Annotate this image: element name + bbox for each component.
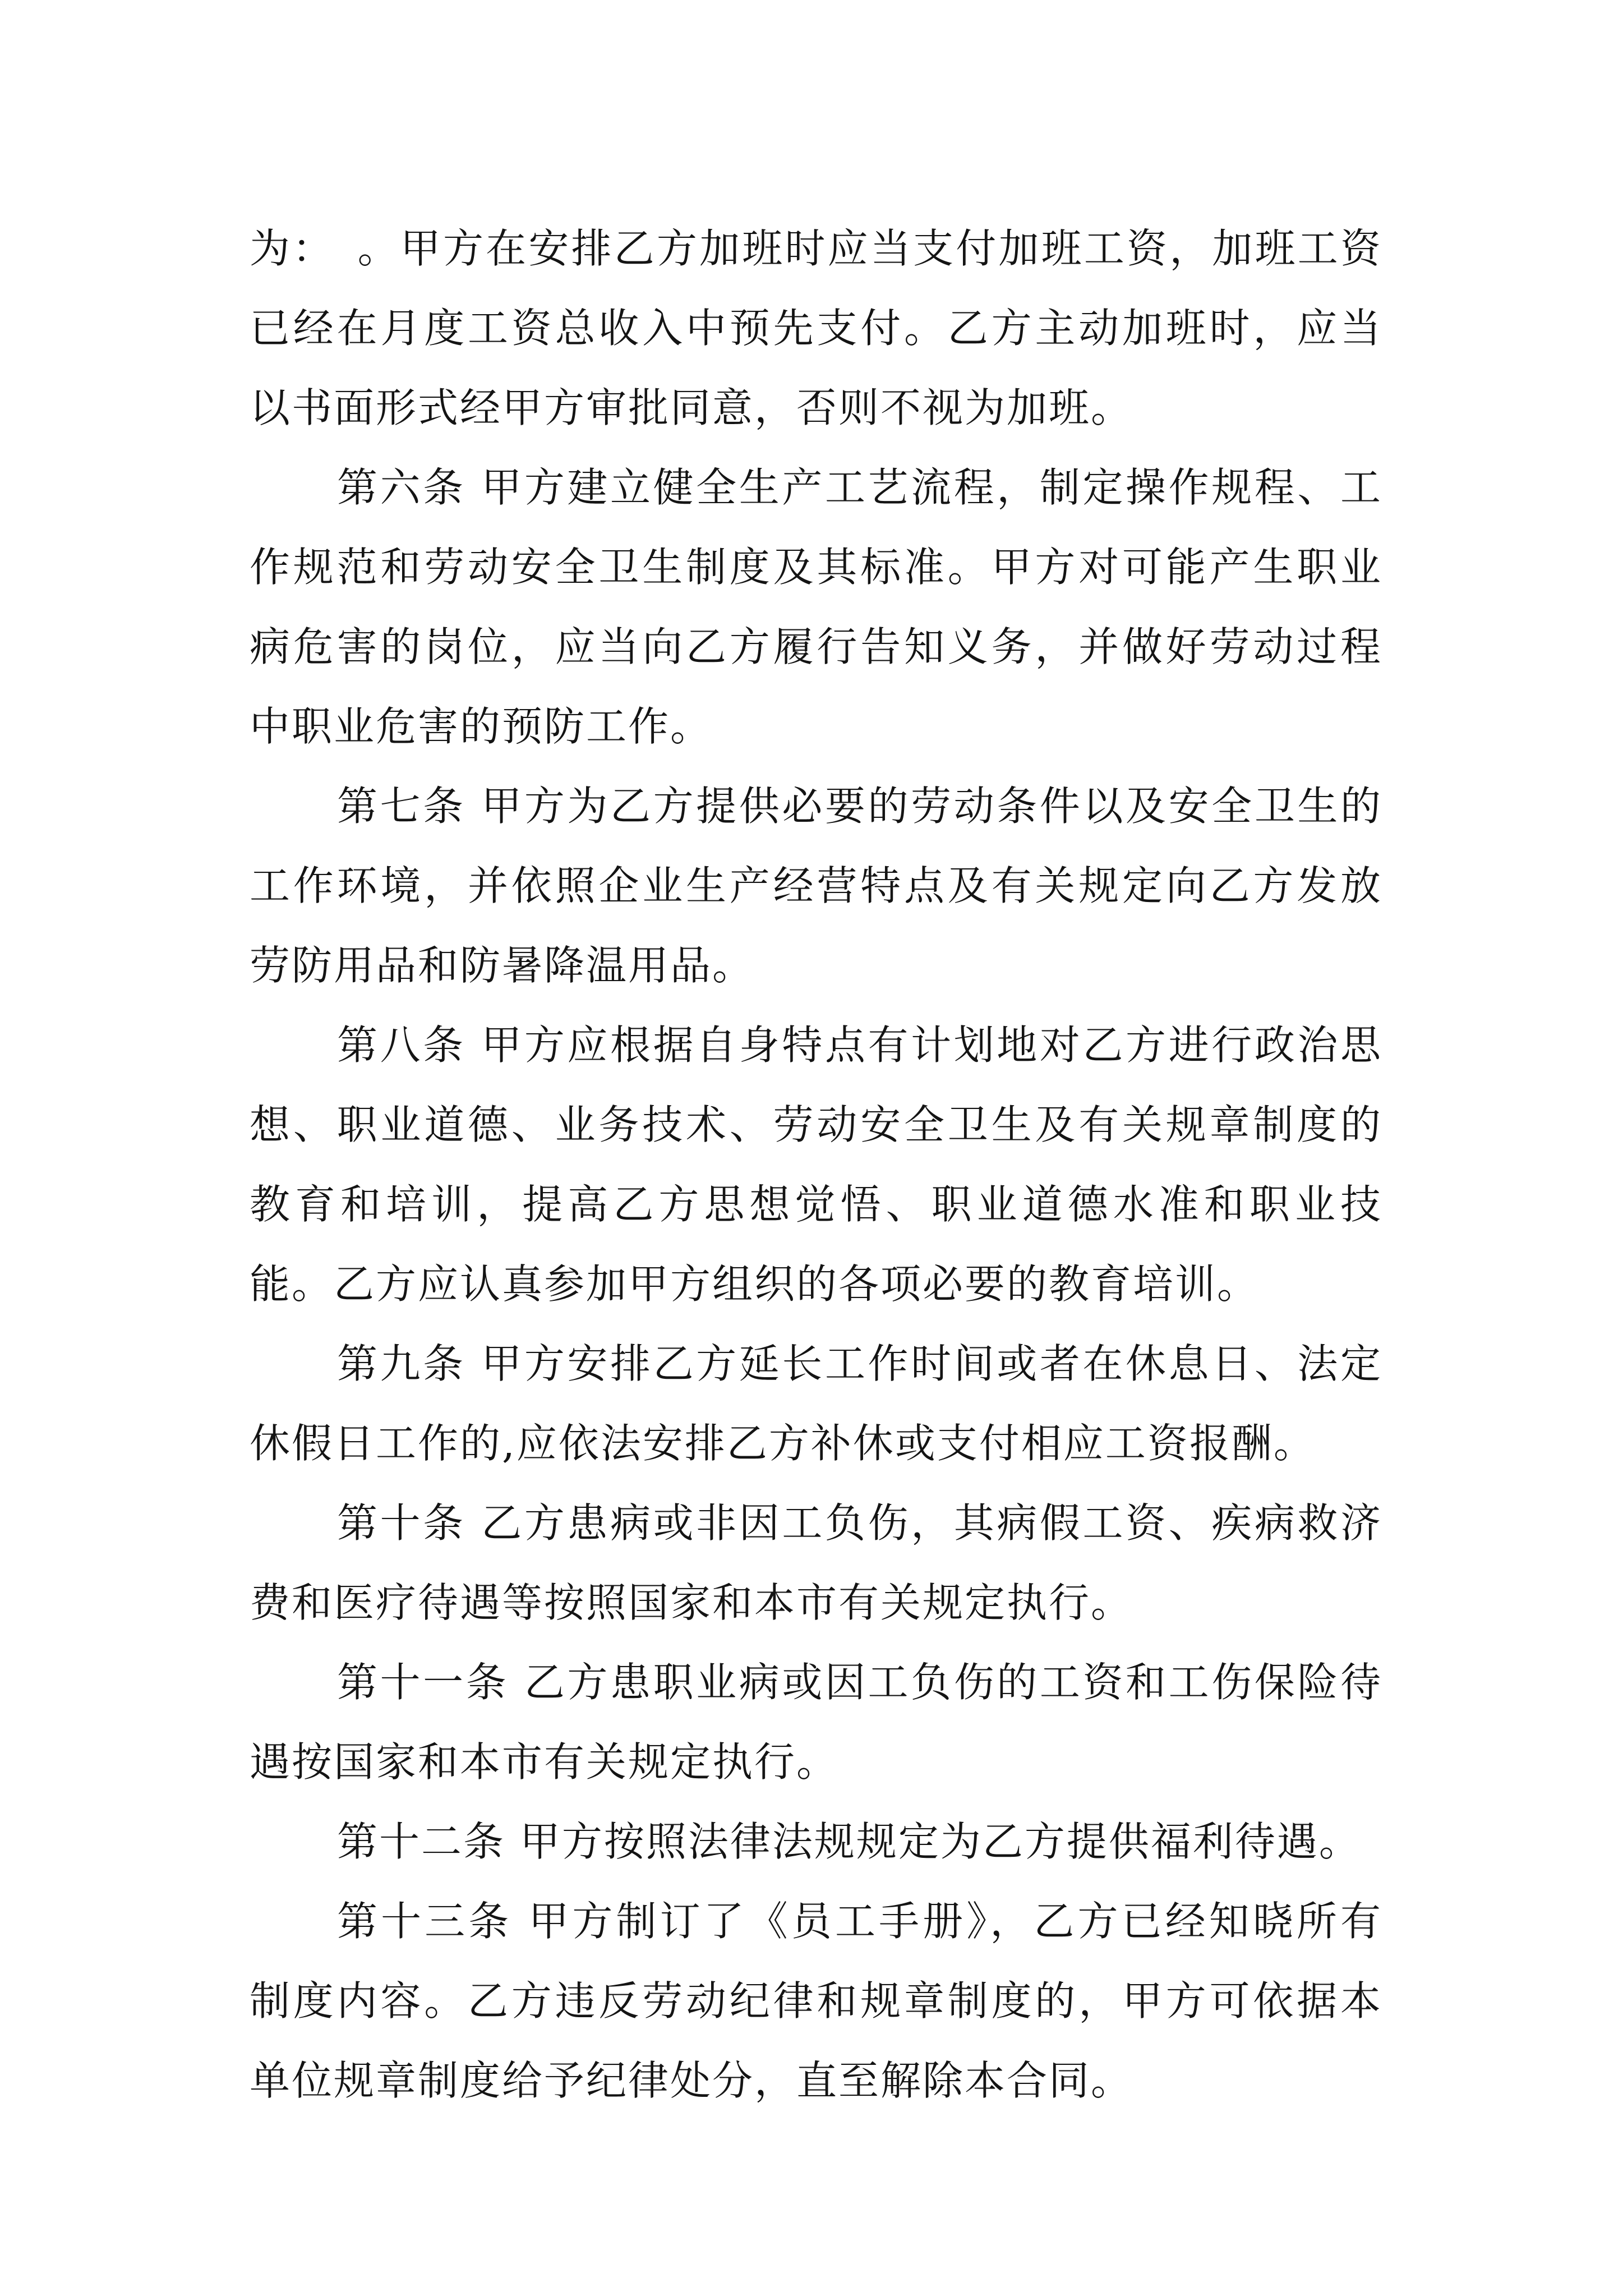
paragraph-article-6: 第六条 甲方建立健全生产工艺流程，制定操作规程、工作规范和劳动安全卫生制度及其标准。甲方对可能产生职业病危害的岗位，应当向乙方履行告知义务，并做好劳动过程中职业危害的预防工作。 xyxy=(250,464,1382,750)
paragraph-article-9: 第九条 甲方安排乙方延长工作时间或者在休息日、法定休假日工作的,应依法安排乙方补休或支付相应工资报酬。 xyxy=(250,1340,1382,1467)
paragraph-article-12: 第十二条 甲方按照法律法规规定为乙方提供福利待遇。 xyxy=(337,1818,1361,1865)
document-body xyxy=(250,209,1382,2120)
paragraph-article-13: 第十三条 甲方制订了《员工手册》，乙方已经知晓所有制度内容。乙方违反劳动纪律和规章制度的，甲方可依据本单位规章制度给予纪律处分，直至解除本合同。 xyxy=(250,1898,1382,2104)
paragraph-overtime-continuation: 为： 。甲方在安排乙方加班时应当支付加班工资，加班工资已经在月度工资总收入中预先支付。乙方主动加班时，应当以书面形式经甲方审批同意，否则不视为加班。 xyxy=(250,225,1382,431)
paragraph-article-8: 第八条 甲方应根据自身特点有计划地对乙方进行政治思想、职业道德、业务技术、劳动安全卫生及有关规章制度的教育和培训，提高乙方思想觉悟、职业道德水准和职业技能。乙方应认真参加甲方组织的各项必要的教育培训。 xyxy=(250,1022,1382,1308)
paragraph-article-7: 第七条 甲方为乙方提供必要的劳动条件以及安全卫生的工作环境，并依照企业生产经营特点及有关规定向乙方发放劳防用品和防暑降温用品。 xyxy=(250,783,1382,989)
paragraph-article-11: 第十一条 乙方患职业病或因工负伤的工资和工伤保险待遇按国家和本市有关规定执行。 xyxy=(250,1659,1382,1786)
paragraph-article-10: 第十条 乙方患病或非因工负伤，其病假工资、疾病救济费和医疗待遇等按照国家和本市有关规定执行。 xyxy=(250,1499,1382,1626)
